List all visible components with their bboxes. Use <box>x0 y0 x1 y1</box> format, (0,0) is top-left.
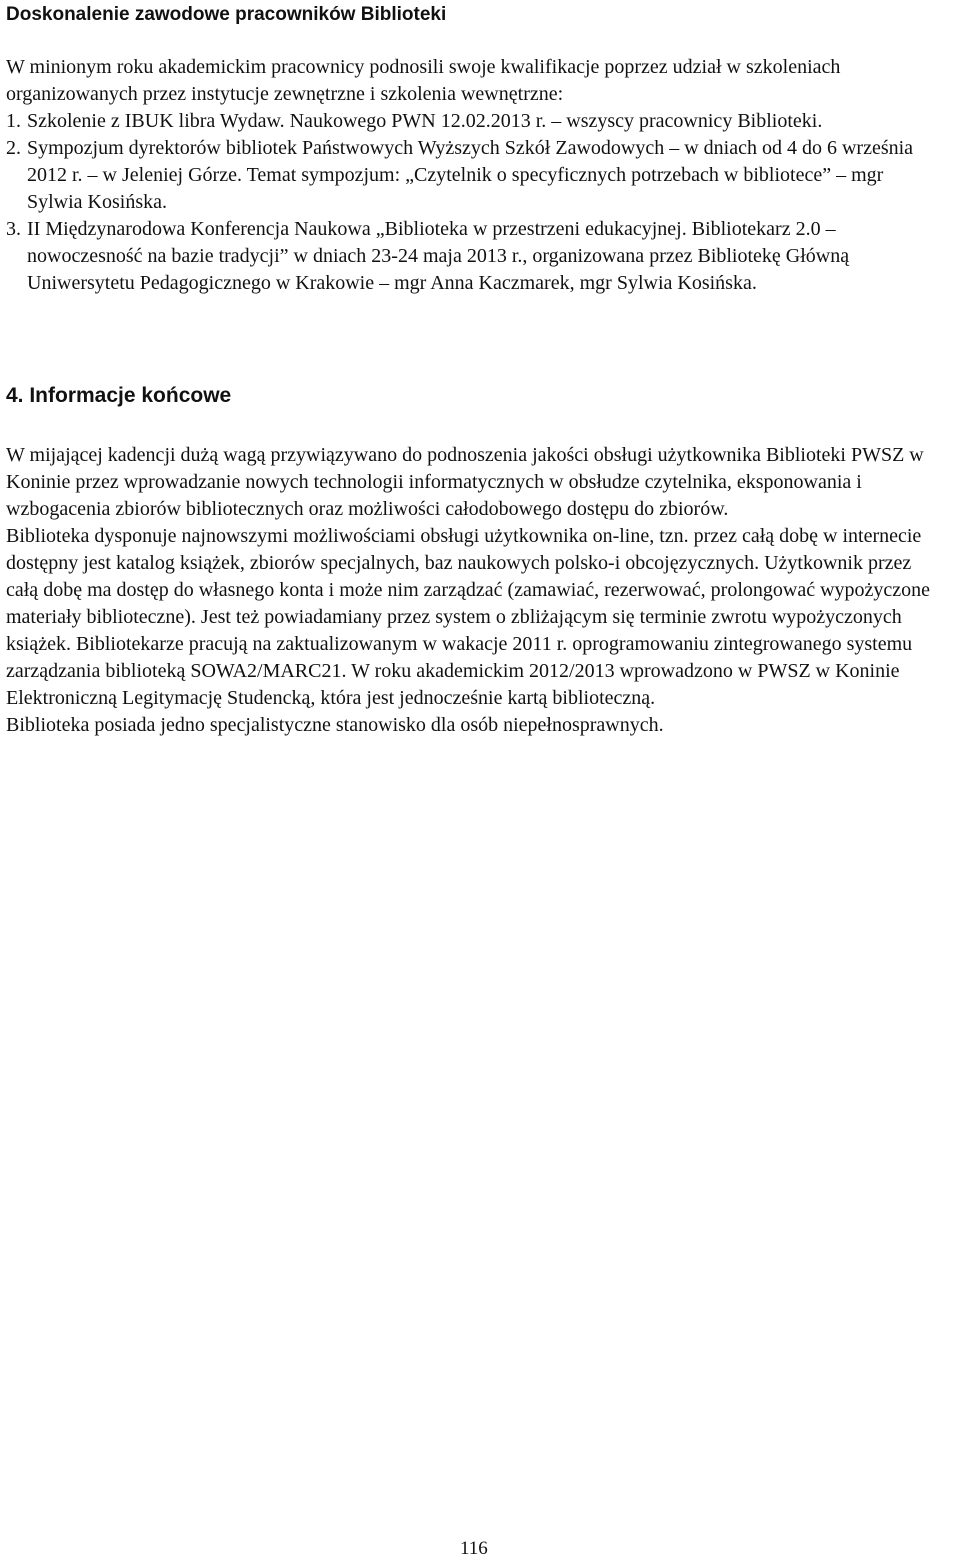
paragraph: Biblioteka dysponuje najnowszymi możliwościami obsługi użytkownika on-line, tzn. przez całą dobę w internecie dostępny jest katalog książek, zbiorów specjalnych, baz naukowych polsko-i obcojęzycznych. Użytkownik przez całą dobę ma dostęp do własnego konta i może nim zarządzać (zamawiać, rezerwować, prolongować wypożyczone materiały biblioteczne). Jest też powiadamiany przez system o zbliżającym się terminie zwrotu wypożyczonych książek. Bibliotekarze pracują na zaktualizowanym w wakacje 2011 r. oprogramowaniu zintegrowanego systemu zarządzania biblioteką SOWA2/MARC21. W roku akademickim 2012/2013 wprowadzono w PWSZ w Koninie Elektroniczną Legitymację Studencką, która jest jednocześnie kartą biblioteczną. <box>6 525 931 709</box>
list-item-text: II Międzynarodowa Konferencja Naukowa „Biblioteka w przestrzeni edukacyjnej. Bibliotekarz 2.0 – nowoczesność na bazie tradycji” w dniach 23-24 maja 2013 r., organizowana przez Bibliotekę Główną Uniwersytetu Pedagogicznego w Krakowie – mgr Anna Kaczmarek, mgr Sylwia Kosińska. <box>27 218 850 294</box>
intro-paragraph: W minionym roku akademickim pracownicy podnosili swoje kwalifikacje poprzez udział w szkoleniach organizowanych przez instytucje zewnętrzne i szkolenia wewnętrzne: <box>6 56 841 105</box>
section-heading: 4. Informacje końcowe <box>6 384 232 407</box>
page-heading: Doskonalenie zawodowe pracowników Biblioteki <box>6 4 447 25</box>
page-number: 116 <box>460 1538 488 1559</box>
training-list <box>6 108 936 297</box>
paragraph: W mijającej kadencji dużą wagą przywiązywano do podnoszenia jakości obsługi użytkownika Biblioteki PWSZ w Koninie przez wprowadzanie nowych technologii informatycznych w obsłudze czytelnika, eksponowania i wzbogacenia zbiorów bibliotecznych oraz możliwości całodobowego dostępu do zbiorów. <box>6 444 924 520</box>
list-item-number: 1. <box>6 110 21 132</box>
paragraph: Biblioteka posiada jedno specjalistyczne stanowisko dla osób niepełnosprawnych. <box>6 714 664 736</box>
list-item-number: 2. <box>6 137 21 159</box>
list-item-text: Szkolenie z IBUK libra Wydaw. Naukowego PWN 12.02.2013 r. – wszyscy pracownicy Biblioteki. <box>27 110 823 132</box>
list-item-number: 3. <box>6 218 21 240</box>
section-body <box>6 442 941 739</box>
list-item-text: Sympozjum dyrektorów bibliotek Państwowych Wyższych Szkół Zawodowych – w dniach od 4 do 6 września 2012 r. – w Jeleniej Górze. Temat sympozjum: „Czytelnik o specyficznych potrzebach w bibliotece” – mgr Sylwia Kosińska. <box>27 137 914 213</box>
list-item <box>6 135 936 216</box>
list-item <box>6 216 936 297</box>
list-item <box>6 108 936 135</box>
